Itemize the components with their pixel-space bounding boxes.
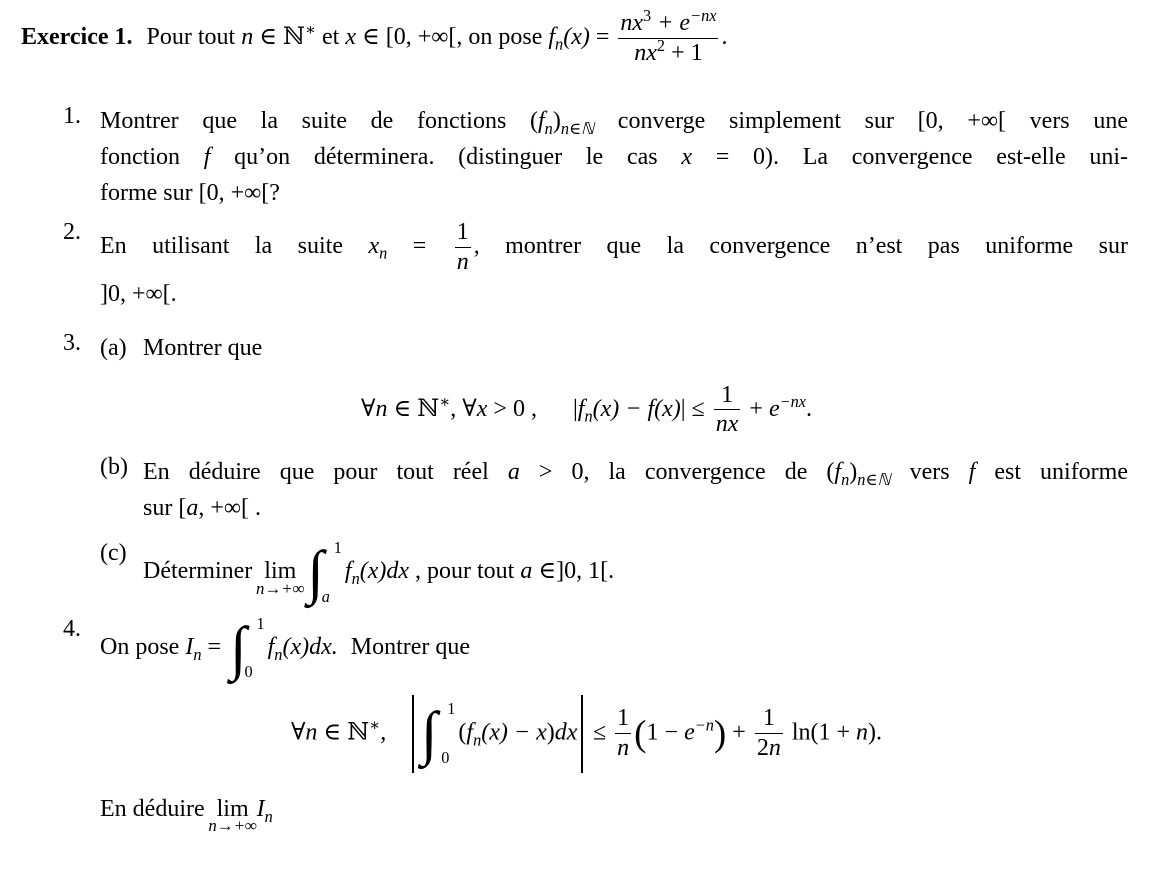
- text-run: ∈ ℕ: [387, 395, 440, 422]
- math-run: + 1: [665, 39, 703, 66]
- superscript: ∗: [304, 19, 316, 39]
- forall-symbol: ∀: [361, 395, 376, 422]
- integral-upper: 1: [447, 699, 456, 719]
- text-run: , montrer que la convergence n’est pas uniforme sur: [473, 232, 1128, 259]
- limit-operator: [208, 791, 257, 835]
- subitem-label: (b): [100, 454, 128, 481]
- text-run: ]0, +∞[.: [100, 280, 177, 307]
- subscript: n: [584, 406, 593, 426]
- math-var: I: [256, 795, 265, 822]
- question-4-body: [100, 613, 1128, 682]
- fraction: [711, 382, 744, 439]
- question-4: [63, 613, 1173, 682]
- text-run: Pour tout: [146, 23, 242, 50]
- text-run: , +∞[ .: [198, 495, 261, 522]
- text-run: est uniforme: [975, 459, 1128, 486]
- text-run: ): [849, 459, 858, 486]
- integral: [421, 701, 456, 766]
- subitem-label: (a): [100, 334, 127, 361]
- paragraph-line: [100, 613, 1128, 682]
- math-var: a: [520, 558, 533, 585]
- text-run: =: [387, 232, 452, 259]
- subscript: n: [379, 243, 388, 263]
- text-run: fonction: [100, 143, 204, 170]
- paragraph-line: [100, 175, 1128, 211]
- math-var: n: [375, 395, 388, 422]
- question-3c: [100, 540, 1173, 605]
- subscript: n: [193, 644, 202, 664]
- text-run: et: [316, 23, 346, 50]
- display-equation-4: [0, 695, 1173, 773]
- exercise-label: Exercice 1.: [21, 23, 133, 50]
- question-3: [63, 330, 1173, 366]
- superscript: −n: [694, 715, 714, 735]
- math-run: (x) − x: [481, 719, 547, 746]
- conclusion-line: [100, 791, 1173, 835]
- math-var: f: [466, 719, 474, 746]
- integral: [230, 613, 265, 682]
- forall-symbol: ∀: [290, 719, 306, 746]
- text-run: ): [552, 107, 561, 134]
- math-var: f: [548, 23, 556, 50]
- limit-operator: [256, 553, 305, 598]
- item-number: 2.: [63, 218, 81, 245]
- text-run: converge simplement sur [0, +∞[ vers une: [594, 107, 1128, 134]
- math-var: I: [185, 633, 194, 660]
- abs-bar: |: [572, 395, 578, 422]
- paragraph-line: [143, 490, 1128, 526]
- superscript: 2: [656, 35, 666, 55]
- limit-subscript: n→+∞: [208, 815, 257, 835]
- fraction: [452, 219, 474, 276]
- paragraph-line: [100, 219, 1128, 276]
- text-run: =: [201, 633, 228, 660]
- display-equation-a: [0, 382, 1173, 439]
- subscript: n: [274, 644, 283, 664]
- question-2: [63, 219, 1173, 312]
- math-var: f: [577, 395, 585, 422]
- superscript: ∗: [369, 715, 381, 735]
- math-run: dx: [554, 719, 578, 746]
- subscript: n: [555, 34, 564, 54]
- fraction-denominator: nx: [715, 411, 739, 438]
- superscript: ∗: [439, 391, 451, 411]
- integral-sign: ∫: [230, 614, 247, 681]
- superscript: −nx: [779, 391, 806, 411]
- text-run: En utilisant la suite: [100, 232, 369, 259]
- paragraph-line: [100, 139, 1128, 175]
- text-run: .: [806, 395, 812, 422]
- fraction-numerator: [618, 6, 718, 37]
- paragraph-line: [143, 454, 1128, 490]
- math-var: f: [538, 107, 545, 134]
- fraction: [752, 705, 786, 762]
- fraction-denominator: [618, 35, 718, 67]
- fraction-denominator: [755, 733, 783, 762]
- abs-bar-left: [412, 695, 414, 773]
- math-var: f: [968, 459, 976, 486]
- math-var: f: [203, 143, 211, 170]
- text-run: ln(1 +: [785, 719, 857, 746]
- math-var: e: [684, 719, 695, 746]
- text-run: On pose: [100, 633, 186, 660]
- big-paren-close: ): [713, 713, 727, 755]
- text-run: ∈ [0, +∞[, on pose: [355, 23, 549, 50]
- integral-lower: 0: [441, 748, 450, 768]
- fraction-numerator: 1: [617, 705, 630, 732]
- text-run: ∈ ℕ: [317, 719, 370, 746]
- math-run: (x)dx: [359, 558, 410, 585]
- text-run: , ∀: [450, 395, 477, 422]
- math-var: x: [681, 143, 692, 170]
- text-run: +: [743, 395, 769, 422]
- math-run: (x)dx.: [282, 633, 338, 660]
- text-run: =: [589, 23, 616, 50]
- subscript: n: [544, 118, 553, 138]
- integral-upper: 1: [333, 538, 342, 558]
- subscript: n: [264, 806, 273, 826]
- subscript: n∈ℕ: [857, 470, 891, 490]
- text-run: sur [: [143, 495, 187, 522]
- fraction-numerator: 1: [456, 218, 469, 245]
- fraction-numerator: 1: [721, 381, 734, 408]
- text-run: Déterminer: [143, 558, 259, 585]
- text-run: > 0, la convergence de (: [519, 459, 835, 486]
- limit-subscript: n→+∞: [256, 578, 305, 598]
- integral-limits: [244, 613, 265, 682]
- text-run: ∈ ℕ: [253, 23, 305, 50]
- math-run: nx: [634, 39, 657, 66]
- text-run: ,: [380, 719, 387, 746]
- fraction-denominator: n: [617, 735, 630, 762]
- math-var: x: [476, 395, 488, 422]
- text-run: forme sur [0, +∞[?: [100, 179, 280, 206]
- text-run: Montrer que: [143, 334, 263, 361]
- math-run: + e: [651, 10, 691, 36]
- integral: [307, 540, 342, 605]
- exercise-header: [21, 6, 1131, 67]
- text-run: +: [726, 719, 752, 746]
- subscript: n: [351, 569, 360, 589]
- subscript: n∈ℕ: [560, 118, 595, 138]
- subitem-label: (c): [100, 540, 127, 567]
- text-run: | ≤: [680, 395, 711, 422]
- math-var: n: [856, 719, 869, 746]
- abs-bar-right: [581, 695, 583, 773]
- text-run: .: [721, 23, 728, 50]
- superscript: −nx: [690, 6, 717, 25]
- question-3b-body: [143, 454, 1128, 526]
- integral-limits: [321, 538, 342, 607]
- text-run: ).: [868, 719, 883, 746]
- math-var: a: [507, 459, 520, 486]
- paragraph-line: [100, 103, 1128, 139]
- item-number: 4.: [63, 615, 81, 642]
- math-var: n: [241, 23, 254, 50]
- text-run: ≤: [586, 719, 613, 746]
- text-run: > 0 ,: [487, 395, 537, 422]
- math-var: a: [186, 495, 199, 522]
- text-run: ∈]0, 1[.: [532, 558, 615, 585]
- math-run: 2: [756, 735, 769, 762]
- text-run: ): [546, 719, 555, 746]
- math-var: f: [834, 459, 842, 486]
- question-3b: [100, 454, 1173, 526]
- subscript: n: [841, 470, 850, 490]
- integral-lower: a: [321, 587, 330, 607]
- question-2-body: [100, 219, 1128, 312]
- item-number: 3.: [63, 329, 81, 356]
- math-var: f: [267, 633, 275, 660]
- text-run: qu’on déterminera. (distinguer le cas: [210, 143, 682, 170]
- math-var: e: [768, 395, 780, 422]
- lim-label: lim: [216, 795, 249, 822]
- text-run: En déduire: [100, 795, 211, 822]
- superscript: 3: [643, 6, 652, 25]
- math-var: x: [345, 23, 356, 50]
- text-run: Montrer que: [350, 633, 471, 660]
- big-paren-open: (: [634, 713, 647, 755]
- subscript: n: [473, 730, 482, 750]
- text-run: = 0). La convergence est-elle uni-: [691, 143, 1128, 170]
- integral-sign: ∫: [307, 539, 324, 606]
- lim-label: lim: [264, 558, 297, 585]
- paragraph-line: [143, 540, 1128, 605]
- item-number: 1.: [63, 102, 81, 129]
- math-run: (x) − f(x): [592, 395, 681, 422]
- question-3-body: [100, 330, 1128, 366]
- question-1-body: [100, 103, 1128, 211]
- question-1: [63, 103, 1173, 211]
- integral-sign: ∫: [420, 700, 438, 767]
- integral-limits: [438, 701, 455, 766]
- math-var: n: [305, 719, 318, 746]
- text-run: vers: [890, 459, 969, 486]
- integral-upper: 1: [256, 613, 265, 633]
- paragraph-line: [100, 330, 1128, 366]
- text-run: Montrer que la suite de fonctions (: [100, 107, 538, 134]
- math-var: f: [344, 558, 352, 585]
- fraction-numerator: 1: [762, 705, 775, 732]
- math-run: n: [768, 735, 781, 762]
- question-3c-body: [143, 540, 1128, 605]
- math-var: x: [368, 232, 380, 259]
- math-run: nx: [620, 10, 644, 36]
- text-run: (: [458, 719, 467, 746]
- fraction: [612, 705, 634, 762]
- fraction: [615, 6, 721, 67]
- math-run: (x): [563, 23, 590, 50]
- text-run: , pour tout: [409, 558, 521, 585]
- fraction-denominator: n: [456, 248, 469, 275]
- text-run: 1 −: [646, 719, 685, 746]
- text-run: En déduire que pour tout réel: [143, 459, 508, 486]
- paragraph-line: [100, 276, 1128, 312]
- integral-lower: 0: [244, 662, 253, 682]
